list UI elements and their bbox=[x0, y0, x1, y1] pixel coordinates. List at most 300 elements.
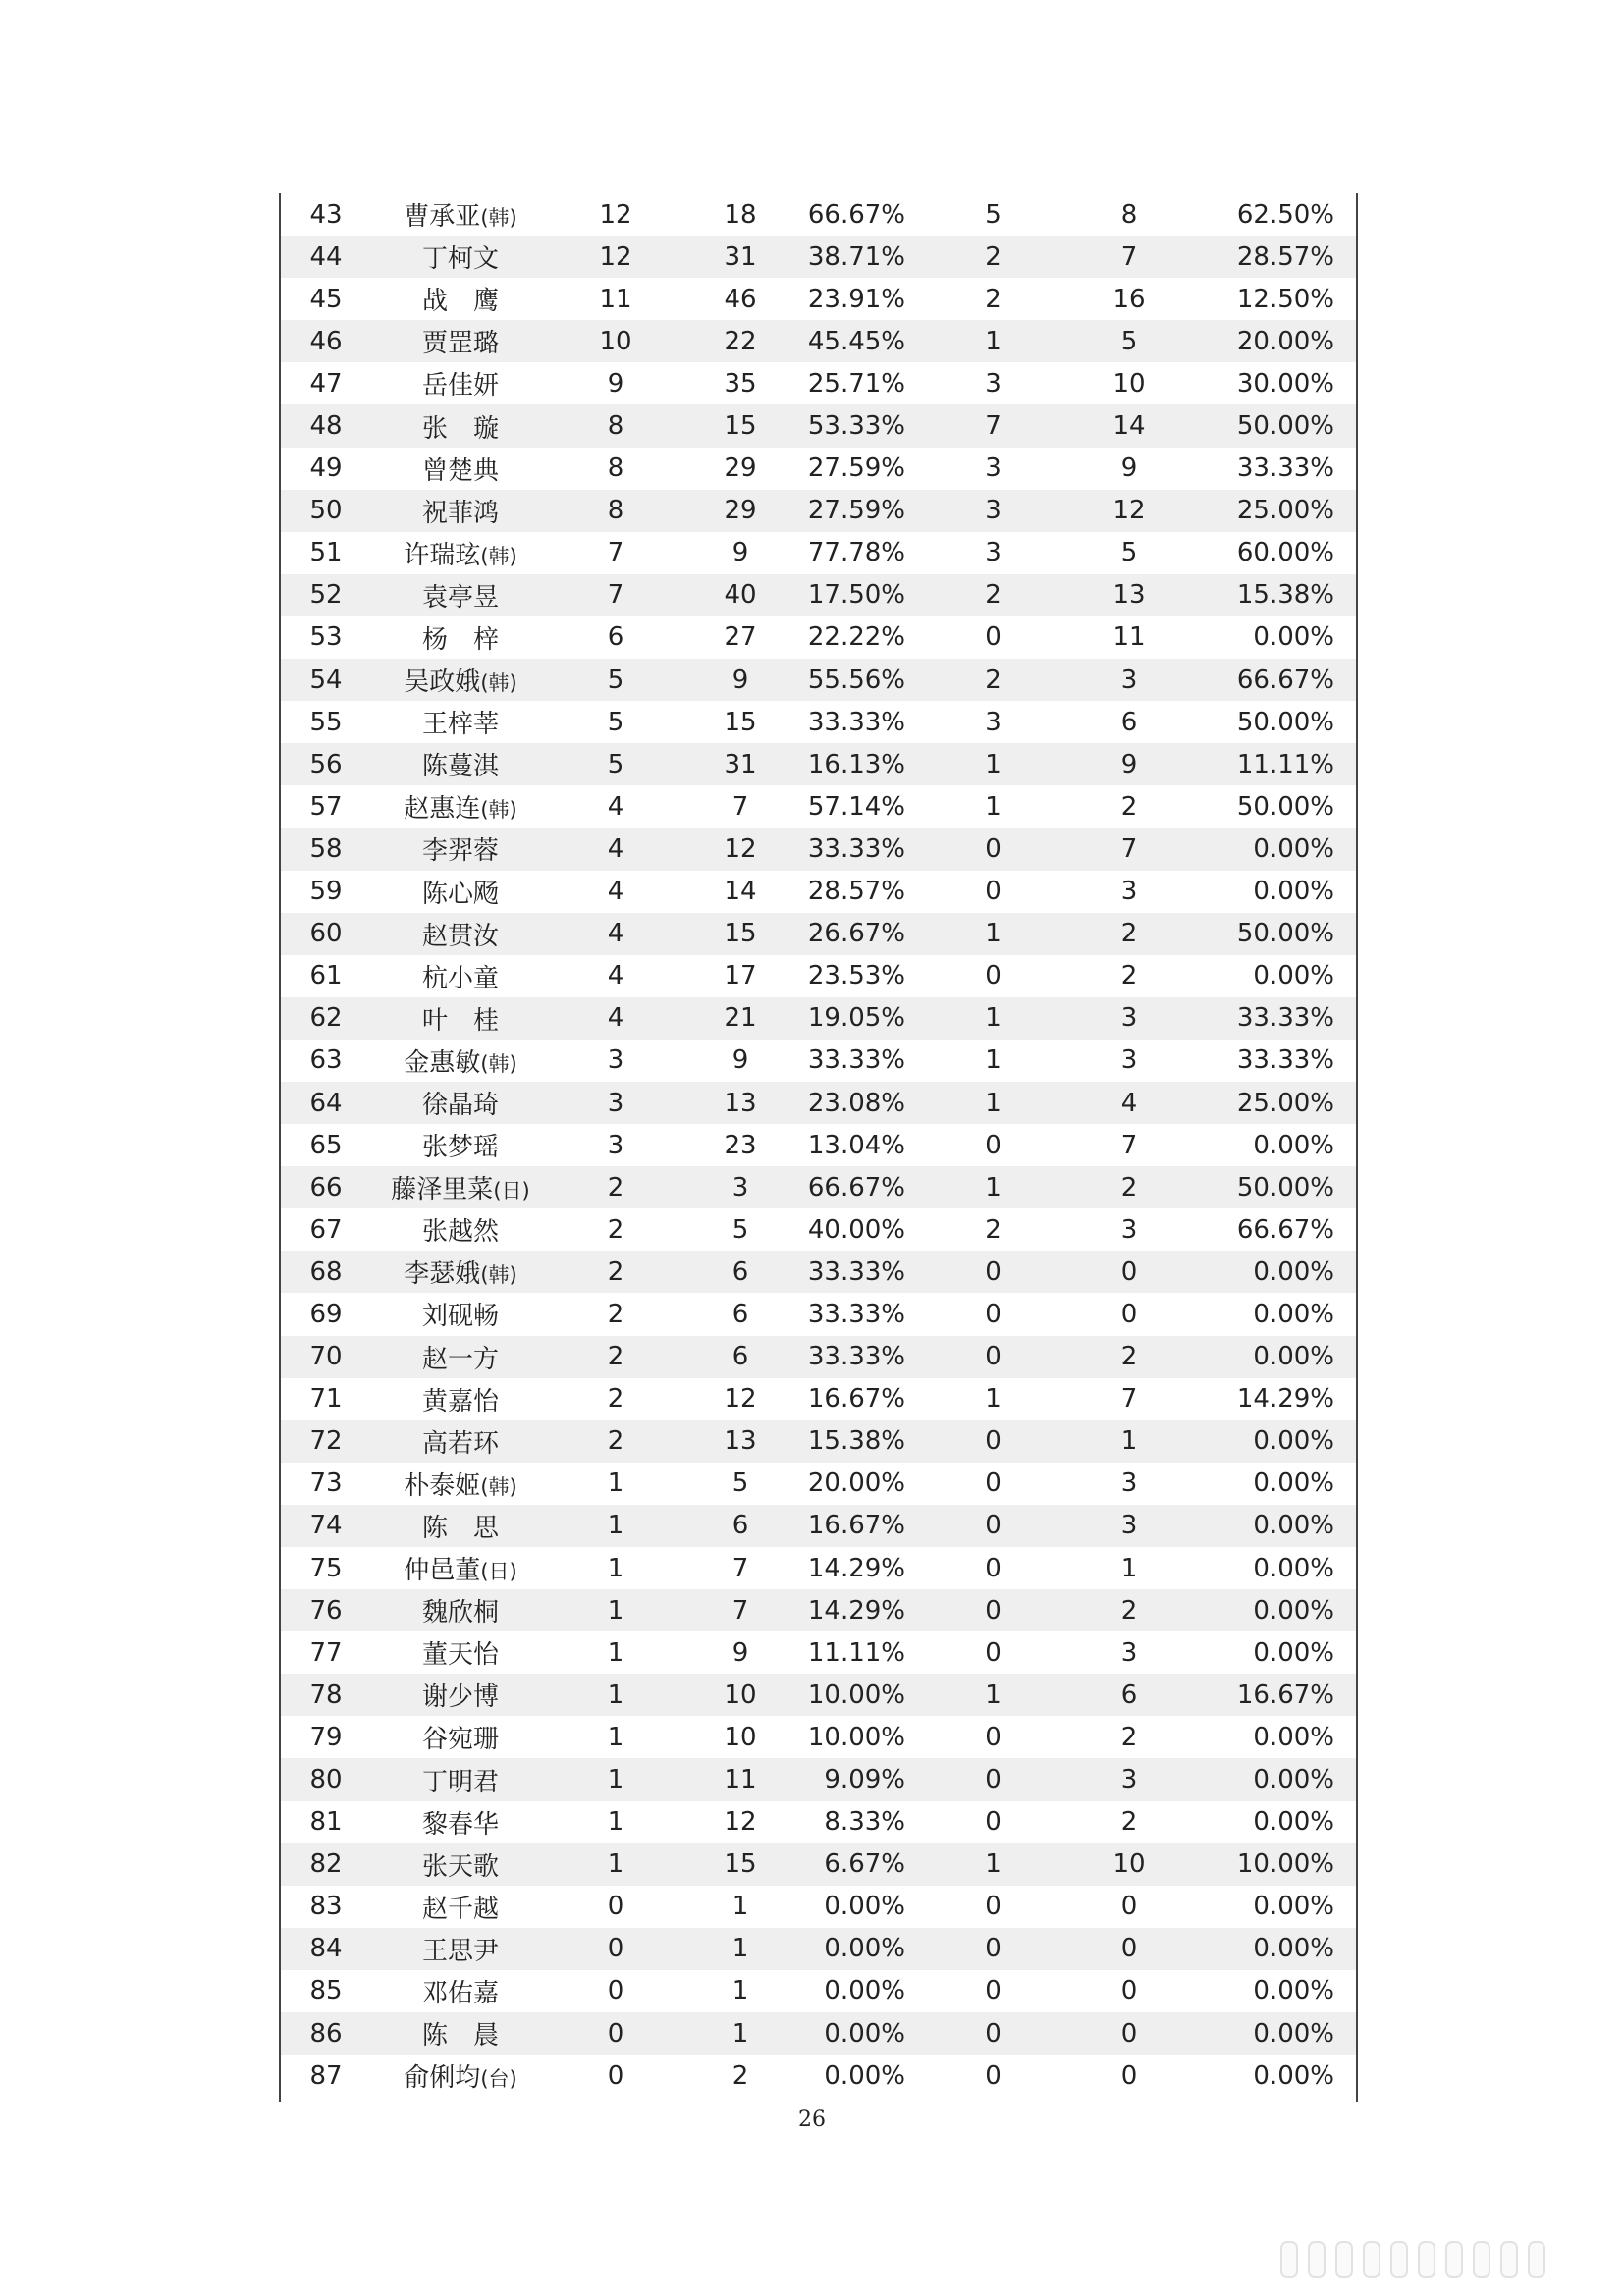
name-cell bbox=[371, 1420, 550, 1463]
table-row bbox=[281, 1758, 1356, 1800]
table-row bbox=[281, 278, 1356, 320]
rank-cell: 84 bbox=[309, 1934, 343, 1964]
value-cell: 3 bbox=[1120, 1003, 1138, 1034]
value-cell: 2 bbox=[1120, 1342, 1138, 1372]
rank-cell: 79 bbox=[309, 1722, 343, 1752]
value-cell: 11 bbox=[1112, 622, 1146, 653]
watermark-bar bbox=[1445, 2241, 1463, 2278]
table-row bbox=[281, 2012, 1356, 2055]
value-cell: 2 bbox=[607, 1256, 624, 1287]
percent-cell: 10.00% bbox=[1236, 1849, 1334, 1880]
value-cell: 23 bbox=[724, 1130, 757, 1160]
player-name: 李瑟娥 bbox=[404, 1259, 481, 1290]
name-cell bbox=[371, 955, 550, 997]
value-cell: 12 bbox=[599, 241, 632, 272]
value-cell: 7 bbox=[1120, 1384, 1138, 1415]
rank-cell: 67 bbox=[309, 1214, 343, 1245]
table-row bbox=[281, 1801, 1356, 1843]
value-cell: 3 bbox=[985, 454, 1001, 484]
table-row bbox=[281, 193, 1356, 236]
value-cell: 3 bbox=[985, 496, 1001, 526]
value-cell: 15 bbox=[724, 919, 757, 949]
value-cell: 9 bbox=[731, 1045, 749, 1076]
rank-cell: 57 bbox=[309, 791, 343, 822]
name-cell bbox=[371, 1716, 550, 1758]
value-cell: 6 bbox=[1120, 707, 1138, 737]
value-cell: 7 bbox=[985, 411, 1001, 442]
name-cell bbox=[371, 1801, 550, 1843]
percent-cell: 11.11% bbox=[1236, 749, 1334, 779]
percent-cell: 33.33% bbox=[807, 707, 905, 737]
watermark-bar bbox=[1500, 2241, 1518, 2278]
percent-cell: 77.78% bbox=[807, 538, 905, 568]
value-cell: 2 bbox=[1120, 961, 1138, 991]
value-cell: 0 bbox=[985, 1892, 1001, 1922]
value-cell: 8 bbox=[607, 496, 624, 526]
player-name: 俞俐均 bbox=[404, 2063, 481, 2094]
percent-cell: 0.00% bbox=[1253, 622, 1334, 653]
rank-cell: 62 bbox=[309, 1003, 343, 1034]
name-cell bbox=[371, 448, 550, 490]
value-cell: 0 bbox=[985, 1807, 1001, 1838]
percent-cell: 16.67% bbox=[1236, 1680, 1334, 1710]
percent-cell: 33.33% bbox=[1236, 1003, 1334, 1034]
stats-table-container bbox=[279, 193, 1358, 2102]
name-cell bbox=[371, 1124, 550, 1166]
value-cell: 4 bbox=[607, 1003, 624, 1034]
value-cell: 3 bbox=[985, 368, 1001, 399]
name-cell bbox=[371, 1589, 550, 1631]
rank-cell: 68 bbox=[309, 1256, 343, 1287]
table-row bbox=[281, 404, 1356, 447]
value-cell: 3 bbox=[985, 538, 1001, 568]
name-cell bbox=[371, 1970, 550, 2012]
player-name: 袁亭昱 bbox=[421, 582, 499, 613]
percent-cell: 28.57% bbox=[1236, 241, 1334, 272]
percent-cell: 27.59% bbox=[807, 454, 905, 484]
value-cell: 2 bbox=[1120, 1172, 1138, 1202]
page-number: 26 bbox=[798, 2108, 826, 2132]
player-name: 谢少博 bbox=[421, 1682, 499, 1713]
percent-cell: 0.00% bbox=[824, 1934, 905, 1964]
value-cell: 4 bbox=[1120, 1088, 1138, 1118]
rank-cell: 48 bbox=[309, 411, 343, 442]
name-cell bbox=[371, 490, 550, 532]
table-row bbox=[281, 1293, 1356, 1335]
percent-cell: 0.00% bbox=[1253, 877, 1334, 907]
player-name: 王梓莘 bbox=[421, 710, 499, 740]
nationality-tag: (韩) bbox=[480, 1263, 517, 1288]
percent-cell: 33.33% bbox=[807, 1342, 905, 1372]
value-cell: 0 bbox=[985, 1934, 1001, 1964]
percent-cell: 33.33% bbox=[807, 1045, 905, 1076]
value-cell: 1 bbox=[607, 1849, 624, 1880]
percent-cell: 27.59% bbox=[807, 496, 905, 526]
table-row bbox=[281, 1589, 1356, 1631]
name-cell bbox=[371, 1505, 550, 1547]
name-cell bbox=[371, 659, 550, 701]
percent-cell: 50.00% bbox=[1236, 1172, 1334, 1202]
percent-cell: 38.71% bbox=[807, 241, 905, 272]
table-row bbox=[281, 743, 1356, 785]
table-row bbox=[281, 320, 1356, 362]
nationality-tag: (韩) bbox=[480, 671, 517, 696]
rank-cell: 45 bbox=[309, 284, 343, 314]
name-cell bbox=[371, 2012, 550, 2055]
table-row bbox=[281, 659, 1356, 701]
percent-cell: 53.33% bbox=[807, 411, 905, 442]
player-name: 赵千越 bbox=[421, 1894, 499, 1924]
value-cell: 6 bbox=[731, 1511, 749, 1541]
table-row bbox=[281, 1886, 1356, 1928]
value-cell: 5 bbox=[731, 1468, 749, 1499]
value-cell: 0 bbox=[607, 1976, 624, 2006]
value-cell: 3 bbox=[1120, 1214, 1138, 1245]
value-cell: 1 bbox=[985, 919, 1001, 949]
value-cell: 3 bbox=[1120, 1468, 1138, 1499]
value-cell: 5 bbox=[1120, 326, 1138, 356]
player-name: 祝菲鸿 bbox=[421, 498, 499, 528]
rank-cell: 72 bbox=[309, 1426, 343, 1457]
name-cell bbox=[371, 574, 550, 616]
rank-cell: 75 bbox=[309, 1553, 343, 1583]
percent-cell: 0.00% bbox=[1253, 1299, 1334, 1329]
nationality-tag: (韩) bbox=[480, 544, 517, 568]
value-cell: 13 bbox=[1112, 580, 1146, 611]
value-cell: 29 bbox=[724, 454, 757, 484]
rank-cell: 50 bbox=[309, 496, 343, 526]
player-name: 丁柯文 bbox=[421, 244, 499, 275]
percent-cell: 23.91% bbox=[807, 284, 905, 314]
value-cell: 4 bbox=[607, 919, 624, 949]
percent-cell: 0.00% bbox=[1253, 1934, 1334, 1964]
value-cell: 7 bbox=[607, 538, 624, 568]
value-cell: 7 bbox=[1120, 241, 1138, 272]
percent-cell: 0.00% bbox=[1253, 1553, 1334, 1583]
value-cell: 1 bbox=[985, 791, 1001, 822]
percent-cell: 10.00% bbox=[807, 1680, 905, 1710]
percent-cell: 23.53% bbox=[807, 961, 905, 991]
table-row bbox=[281, 362, 1356, 404]
percent-cell: 33.33% bbox=[1236, 454, 1334, 484]
name-cell bbox=[371, 1293, 550, 1335]
value-cell: 0 bbox=[1120, 1892, 1138, 1922]
value-cell: 7 bbox=[1120, 833, 1138, 864]
value-cell: 0 bbox=[985, 961, 1001, 991]
value-cell: 1 bbox=[731, 1976, 749, 2006]
value-cell: 7 bbox=[731, 791, 749, 822]
value-cell: 2 bbox=[1120, 1595, 1138, 1626]
value-cell: 10 bbox=[1112, 1849, 1146, 1880]
percent-cell: 0.00% bbox=[1253, 1342, 1334, 1372]
rank-cell: 55 bbox=[309, 707, 343, 737]
name-cell bbox=[371, 1843, 550, 1886]
name-cell bbox=[371, 1040, 550, 1082]
percent-cell: 33.33% bbox=[807, 1256, 905, 1287]
player-name: 丁明君 bbox=[421, 1767, 499, 1797]
value-cell: 12 bbox=[599, 199, 632, 230]
value-cell: 0 bbox=[985, 1637, 1001, 1668]
value-cell: 0 bbox=[607, 2018, 624, 2049]
value-cell: 2 bbox=[607, 1214, 624, 1245]
table-row bbox=[281, 997, 1356, 1040]
value-cell: 3 bbox=[1120, 1045, 1138, 1076]
percent-cell: 33.33% bbox=[1236, 1045, 1334, 1076]
table-row bbox=[281, 1251, 1356, 1293]
player-name: 曹承亚 bbox=[404, 202, 481, 233]
value-cell: 1 bbox=[607, 1595, 624, 1626]
table-row bbox=[281, 236, 1356, 278]
value-cell: 0 bbox=[607, 1934, 624, 1964]
name-cell bbox=[371, 871, 550, 913]
percent-cell: 0.00% bbox=[1253, 1511, 1334, 1541]
percent-cell: 0.00% bbox=[1253, 1722, 1334, 1752]
rank-cell: 51 bbox=[309, 538, 343, 568]
value-cell: 27 bbox=[724, 622, 757, 653]
rank-cell: 60 bbox=[309, 919, 343, 949]
table-row bbox=[281, 1208, 1356, 1251]
player-name: 藤泽里菜 bbox=[391, 1175, 494, 1205]
value-cell: 0 bbox=[985, 1426, 1001, 1457]
percent-cell: 66.67% bbox=[807, 199, 905, 230]
player-name: 金惠敏 bbox=[404, 1047, 481, 1078]
value-cell: 1 bbox=[985, 1172, 1001, 1202]
value-cell: 5 bbox=[1120, 538, 1138, 568]
table-row bbox=[281, 1843, 1356, 1886]
percent-cell: 0.00% bbox=[1253, 1976, 1334, 2006]
value-cell: 13 bbox=[724, 1426, 757, 1457]
value-cell: 1 bbox=[731, 2018, 749, 2049]
table-row bbox=[281, 1378, 1356, 1420]
value-cell: 8 bbox=[607, 411, 624, 442]
percent-cell: 25.00% bbox=[1236, 496, 1334, 526]
value-cell: 3 bbox=[607, 1045, 624, 1076]
name-cell bbox=[371, 1378, 550, 1420]
value-cell: 15 bbox=[724, 411, 757, 442]
value-cell: 3 bbox=[1120, 665, 1138, 695]
value-cell: 3 bbox=[1120, 1765, 1138, 1795]
table-row bbox=[281, 1928, 1356, 1970]
value-cell: 7 bbox=[607, 580, 624, 611]
value-cell: 16 bbox=[1112, 284, 1146, 314]
value-cell: 0 bbox=[985, 1722, 1001, 1752]
value-cell: 2 bbox=[607, 1426, 624, 1457]
rank-cell: 73 bbox=[309, 1468, 343, 1499]
value-cell: 4 bbox=[607, 961, 624, 991]
name-cell bbox=[371, 278, 550, 320]
name-cell bbox=[371, 2055, 550, 2097]
player-name: 陈蔓淇 bbox=[421, 752, 499, 782]
player-name: 许瑞玹 bbox=[404, 540, 481, 570]
rank-cell: 80 bbox=[309, 1765, 343, 1795]
watermark-bar bbox=[1528, 2241, 1545, 2278]
player-name: 陈 晨 bbox=[421, 2021, 499, 2052]
player-name: 高若环 bbox=[421, 1428, 499, 1459]
table-row bbox=[281, 1040, 1356, 1082]
percent-cell: 25.71% bbox=[807, 368, 905, 399]
nationality-tag: (韩) bbox=[480, 206, 517, 231]
rank-cell: 43 bbox=[309, 199, 343, 230]
name-cell bbox=[371, 828, 550, 870]
player-name: 战 鹰 bbox=[421, 287, 499, 317]
value-cell: 3 bbox=[607, 1088, 624, 1118]
value-cell: 11 bbox=[599, 284, 632, 314]
value-cell: 14 bbox=[724, 877, 757, 907]
rank-cell: 65 bbox=[309, 1130, 343, 1160]
value-cell: 5 bbox=[607, 749, 624, 779]
table-row bbox=[281, 701, 1356, 743]
watermark-bar bbox=[1308, 2241, 1326, 2278]
rank-cell: 77 bbox=[309, 1637, 343, 1668]
table-row bbox=[281, 490, 1356, 532]
rank-cell: 63 bbox=[309, 1045, 343, 1076]
value-cell: 0 bbox=[1120, 2018, 1138, 2049]
value-cell: 1 bbox=[607, 1680, 624, 1710]
player-name: 贾罡璐 bbox=[421, 329, 499, 359]
rank-cell: 69 bbox=[309, 1299, 343, 1329]
percent-cell: 0.00% bbox=[824, 2060, 905, 2091]
name-cell bbox=[371, 1166, 550, 1208]
percent-cell: 15.38% bbox=[1236, 580, 1334, 611]
value-cell: 2 bbox=[607, 1299, 624, 1329]
value-cell: 10 bbox=[599, 326, 632, 356]
percent-cell: 13.04% bbox=[807, 1130, 905, 1160]
value-cell: 22 bbox=[724, 326, 757, 356]
percent-cell: 0.00% bbox=[1253, 961, 1334, 991]
value-cell: 11 bbox=[724, 1765, 757, 1795]
value-cell: 0 bbox=[607, 2060, 624, 2091]
player-name: 黎春华 bbox=[421, 1809, 499, 1840]
rank-cell: 71 bbox=[309, 1384, 343, 1415]
percent-cell: 50.00% bbox=[1236, 707, 1334, 737]
value-cell: 12 bbox=[724, 1807, 757, 1838]
value-cell: 0 bbox=[985, 1256, 1001, 1287]
table-row bbox=[281, 913, 1356, 955]
value-cell: 1 bbox=[731, 1934, 749, 1964]
player-name: 刘砚畅 bbox=[421, 1302, 499, 1332]
value-cell: 1 bbox=[607, 1637, 624, 1668]
nationality-tag: (日) bbox=[480, 1560, 517, 1584]
table-row bbox=[281, 871, 1356, 913]
value-cell: 1 bbox=[607, 1468, 624, 1499]
player-name: 张 璇 bbox=[421, 413, 499, 444]
value-cell: 7 bbox=[731, 1553, 749, 1583]
percent-cell: 23.08% bbox=[807, 1088, 905, 1118]
percent-cell: 14.29% bbox=[807, 1595, 905, 1626]
percent-cell: 66.67% bbox=[807, 1172, 905, 1202]
value-cell: 0 bbox=[985, 1511, 1001, 1541]
percent-cell: 0.00% bbox=[1253, 1637, 1334, 1668]
value-cell: 0 bbox=[985, 2060, 1001, 2091]
name-cell bbox=[371, 1928, 550, 1970]
value-cell: 6 bbox=[731, 1256, 749, 1287]
table-row bbox=[281, 785, 1356, 828]
value-cell: 1 bbox=[1120, 1553, 1138, 1583]
value-cell: 0 bbox=[1120, 1976, 1138, 2006]
value-cell: 9 bbox=[607, 368, 624, 399]
percent-cell: 50.00% bbox=[1236, 791, 1334, 822]
percent-cell: 0.00% bbox=[1253, 1468, 1334, 1499]
table-row bbox=[281, 1547, 1356, 1589]
percent-cell: 20.00% bbox=[1236, 326, 1334, 356]
table-row bbox=[281, 1420, 1356, 1463]
rank-cell: 74 bbox=[309, 1511, 343, 1541]
watermark-bar bbox=[1473, 2241, 1490, 2278]
percent-cell: 28.57% bbox=[807, 877, 905, 907]
percent-cell: 11.11% bbox=[807, 1637, 905, 1668]
value-cell: 2 bbox=[731, 2060, 749, 2091]
value-cell: 7 bbox=[1120, 1130, 1138, 1160]
watermark-bars bbox=[1280, 2241, 1545, 2278]
value-cell: 1 bbox=[985, 1680, 1001, 1710]
player-name: 赵惠连 bbox=[404, 794, 481, 825]
value-cell: 10 bbox=[724, 1722, 757, 1752]
table-row bbox=[281, 616, 1356, 659]
percent-cell: 0.00% bbox=[824, 1892, 905, 1922]
player-name: 黄嘉怡 bbox=[421, 1386, 499, 1416]
rank-cell: 82 bbox=[309, 1849, 343, 1880]
value-cell: 4 bbox=[607, 877, 624, 907]
value-cell: 9 bbox=[731, 1637, 749, 1668]
value-cell: 1 bbox=[731, 1892, 749, 1922]
percent-cell: 0.00% bbox=[1253, 2018, 1334, 2049]
rank-cell: 70 bbox=[309, 1342, 343, 1372]
percent-cell: 16.67% bbox=[807, 1511, 905, 1541]
player-name: 赵贯汝 bbox=[421, 921, 499, 951]
value-cell: 7 bbox=[731, 1595, 749, 1626]
rank-cell: 66 bbox=[309, 1172, 343, 1202]
percent-cell: 55.56% bbox=[807, 665, 905, 695]
value-cell: 13 bbox=[724, 1088, 757, 1118]
player-name: 杭小童 bbox=[421, 963, 499, 993]
value-cell: 3 bbox=[731, 1172, 749, 1202]
table-row bbox=[281, 1674, 1356, 1716]
percent-cell: 40.00% bbox=[807, 1214, 905, 1245]
table-row bbox=[281, 1082, 1356, 1124]
player-name: 邓佑嘉 bbox=[421, 1978, 499, 2008]
rank-cell: 78 bbox=[309, 1680, 343, 1710]
value-cell: 3 bbox=[1120, 877, 1138, 907]
percent-cell: 50.00% bbox=[1236, 411, 1334, 442]
percent-cell: 19.05% bbox=[807, 1003, 905, 1034]
value-cell: 1 bbox=[985, 1045, 1001, 1076]
rank-cell: 86 bbox=[309, 2018, 343, 2049]
value-cell: 9 bbox=[731, 665, 749, 695]
value-cell: 10 bbox=[1112, 368, 1146, 399]
player-name: 王思尹 bbox=[421, 1936, 499, 1966]
value-cell: 18 bbox=[724, 199, 757, 230]
value-cell: 5 bbox=[731, 1214, 749, 1245]
percent-cell: 6.67% bbox=[824, 1849, 905, 1880]
name-cell bbox=[371, 701, 550, 743]
value-cell: 1 bbox=[985, 749, 1001, 779]
name-cell bbox=[371, 1547, 550, 1589]
percent-cell: 0.00% bbox=[824, 2018, 905, 2049]
player-name: 杨 梓 bbox=[421, 624, 499, 655]
value-cell: 0 bbox=[1120, 1299, 1138, 1329]
player-name: 徐晶琦 bbox=[421, 1091, 499, 1121]
value-cell: 9 bbox=[1120, 749, 1138, 779]
watermark-bar bbox=[1390, 2241, 1408, 2278]
player-name: 陈心飏 bbox=[421, 879, 499, 909]
value-cell: 0 bbox=[1120, 1256, 1138, 1287]
value-cell: 6 bbox=[731, 1299, 749, 1329]
value-cell: 2 bbox=[985, 241, 1001, 272]
percent-cell: 12.50% bbox=[1236, 284, 1334, 314]
percent-cell: 0.00% bbox=[1253, 1256, 1334, 1287]
table-row bbox=[281, 828, 1356, 870]
value-cell: 31 bbox=[724, 241, 757, 272]
